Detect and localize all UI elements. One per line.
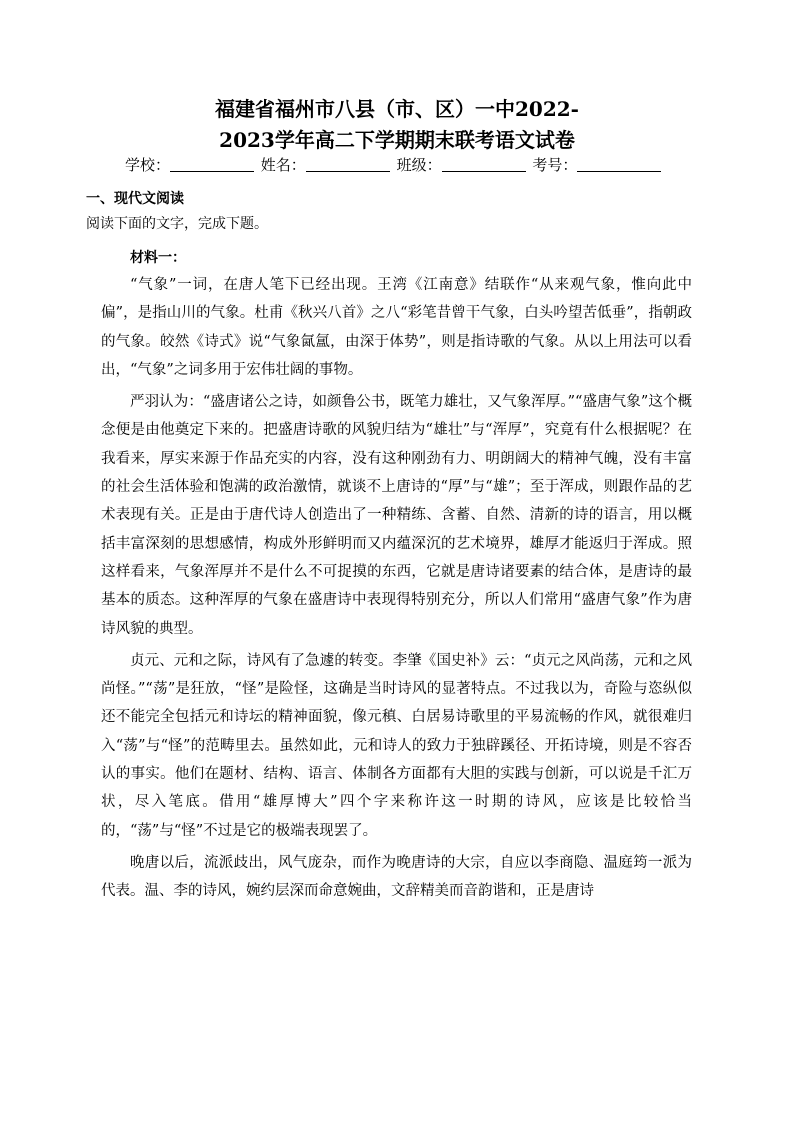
school-blank[interactable] — [170, 156, 254, 172]
name-blank[interactable] — [306, 156, 390, 172]
exam-number-label: 考号： — [532, 156, 578, 174]
passage-paragraph-2: 严羽认为：“盛唐诸公之诗，如颜鲁公书，既笔力雄壮，又气象浑厚。”“盛唐气象”这个概念便是由他奠定下来的。把盛唐诗歌的风貌归结为“雄壮”与“浑厚”，究竟有什么根据呢？在我看来，厚实来源于作品充实的内容，没有这种刚劲有力、明朗阔大的精神气魄，没有丰富的社会生活体验和饱满的政治激情，就谈不上唐诗的“厚”与“雄”；至于浑成，则跟作品的艺术表现有关。正是由于唐代诗人创造出了一种精练、含蓄、自然、清新的诗的语言，用以概括丰富深刻的思想感情，构成外形鲜明而又内蕴深沉的艺术境界，雄厚才能返归于浑成。照这样看来，气象浑厚并不是什么不可捉摸的东西，它就是唐诗诸要素的结合体，是唐诗的最基本的质态。这种浑厚的气象在盛唐诗中表现得特别充分，所以人们常用“盛唐气象”作为唐诗风貌的典型。 — [101, 394, 692, 637]
reading-instruction: 阅读下面的文字，完成下题。 — [86, 216, 268, 232]
passage-body — [101, 271, 692, 910]
class-blank[interactable] — [442, 156, 526, 172]
exam-title-line-1: 福建省福州市八县（市、区）一中2022- — [215, 97, 579, 121]
class-label: 班级： — [396, 156, 442, 174]
name-label: 姓名： — [260, 156, 306, 174]
exam-title-line-2: 2023学年高二下学期期末联考语文试卷 — [219, 128, 575, 152]
material-label: 材料一： — [130, 250, 186, 266]
school-label: 学校： — [125, 156, 171, 174]
passage-paragraph-1: “气象”一词，在唐人笔下已经出现。王湾《江南意》结联作“从来观气象，惟向此中偏”，是指山川的气象。杜甫《秋兴八首》之八“彩笔昔曾干气象，白头吟望苦低垂”，指朝政的气象。皎然《诗式》说“气象氤氲，由深于体势”，则是指诗歌的气象。从以上用法可以看出，“气象”之词多用于宏伟壮阔的事物。 — [101, 277, 692, 378]
student-info-row — [125, 155, 685, 175]
passage-paragraph-3: 贞元、元和之际，诗风有了急遽的转变。李肇《国史补》云：“贞元之风尚荡，元和之风尚怪。”“荡”是狂放，“怪”是险怪，这确是当时诗风的显著特点。不过我以为，奇险与恣纵似还不能完全包括元和诗坛的精神面貌，像元稹、白居易诗歌里的平易流畅的作风，就很难归入“荡”与“怪”的范畴里去。虽然如此，元和诗人的致力于独辟蹊径、开拓诗境，则是不容否认的事实。他们在题材、结构、语言、体制各方面都有大胆的实践与创新，可以说是千汇万状，尽入笔底。借用“雄厚博大”四个字来称许这一时期的诗风，应该是比较恰当的，“荡”与“怪”不过是它的极端表现罢了。 — [101, 652, 692, 839]
section-heading: 一、现代文阅读 — [86, 191, 184, 207]
passage-paragraph-4: 晚唐以后，流派歧出，风气庞杂，而作为晚唐诗的大宗，自应以李商隐、温庭筠一派为代表。温、李的诗风，婉约层深而命意婉曲，文辞精美而音韵谐和，正是唐诗 — [101, 854, 692, 900]
exam-number-blank[interactable] — [577, 156, 661, 172]
